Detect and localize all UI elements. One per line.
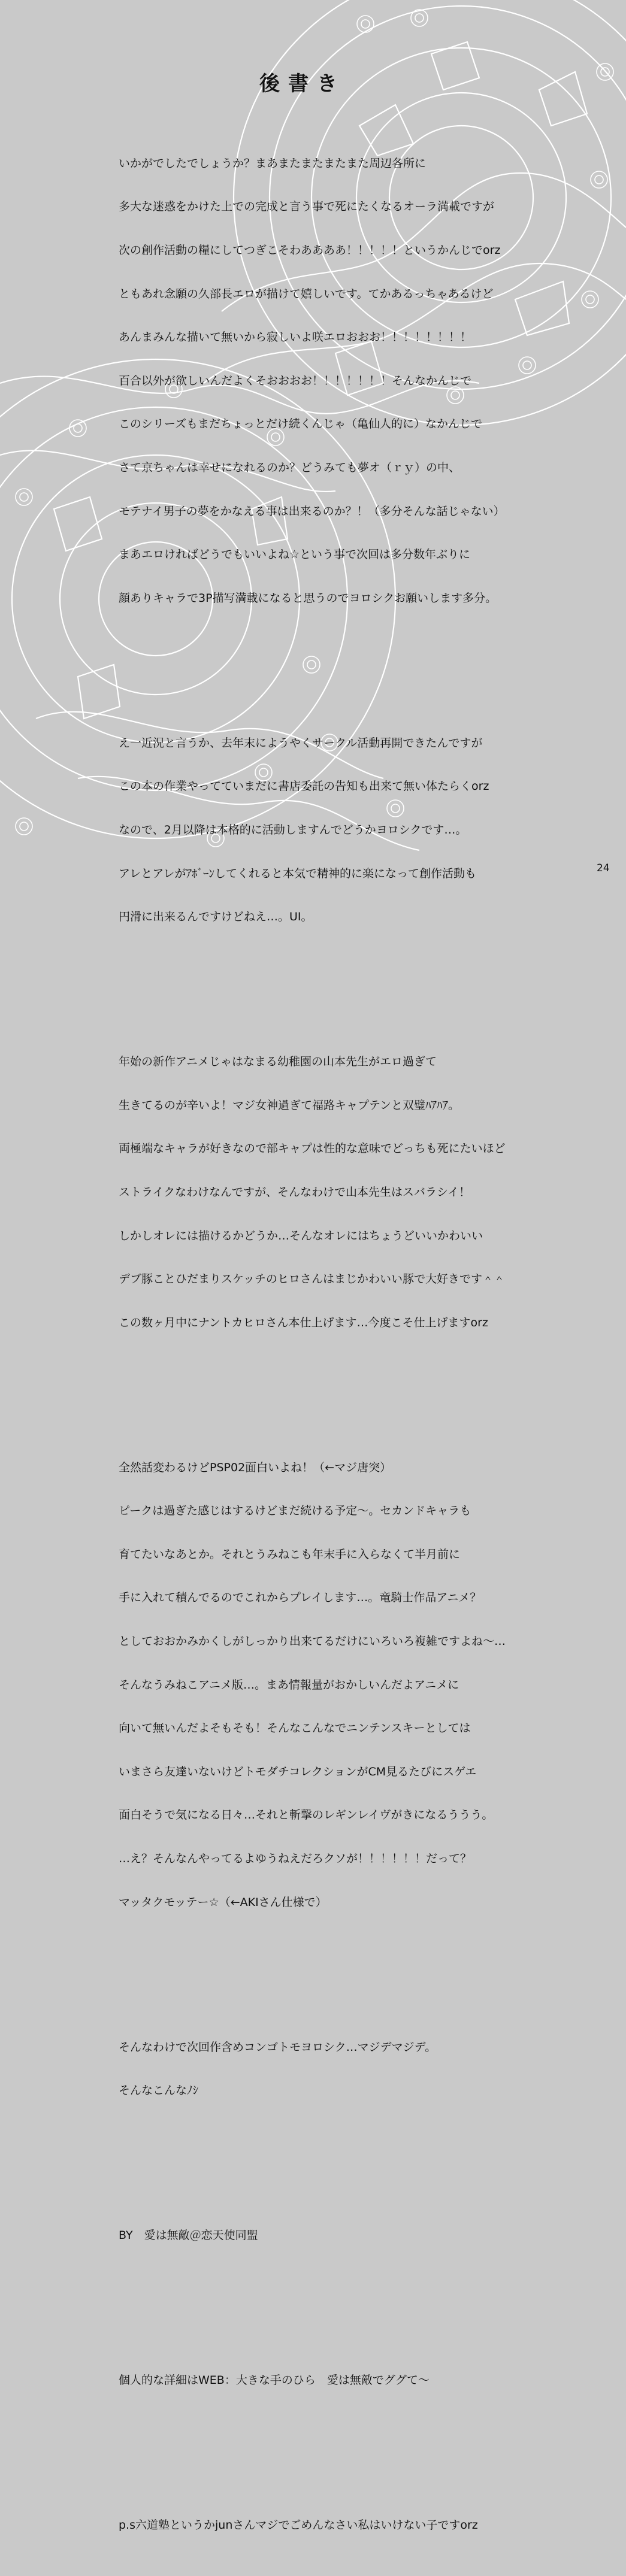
paragraph-5	[119, 2011, 550, 2127]
text-line: このシリーズもまだちょっとだけ続くんじゃ（亀仙人的に）なかんじで	[119, 417, 483, 431]
text-line: この数ヶ月中にナントカヒロさん本仕上げます…今度こそ仕上げますorz	[119, 1316, 488, 1329]
text-line: ピークは過ぎた感じはするけどまだ続ける予定～。セカンドキャラも	[119, 1504, 471, 1518]
text-line: アレとアレがｱﾎﾞｰﾝしてくれると本気で精神的に楽になって創作活動も	[119, 866, 476, 880]
text-line: ともあれ念願の久部長エロが描けて嬉しいです。てかあるっちゃあるけど	[119, 287, 494, 301]
text-line: そんなこんなﾉｼ	[119, 2084, 199, 2098]
text-line: 両極端なキャラが好きなので部キャプは性的な意味でどっちも死にたいほど	[119, 1142, 506, 1156]
text-line: いかがでしたでしょうか？まあまたまたまたまた周辺各所に	[119, 156, 427, 170]
text-line: 百合以外が欲しいんだよくそおおおお！！！！！！！そんなかんじで	[119, 374, 472, 387]
text-line: 年始の新作アニメじゃはなまる幼稚園の山本先生がエロ過ぎて	[119, 1055, 437, 1069]
text-line: 向いて無いんだよそもそも！そんなこんなでニンテンスキーとしては	[119, 1722, 471, 1735]
text-line: 育てたいなあとか。それとうみねこも年末手に入らなくて半月前に	[119, 1547, 461, 1561]
text-line: ストライクなわけなんですが、そんなわけで山本先生はスバラシイ！	[119, 1185, 471, 1199]
text-line: いまさら友達いないけどトモダチコレクションがCM見るたびにスゲエ	[119, 1765, 477, 1778]
text-line: そんなわけで次回作含めコンゴトモヨロシク…マジデマジデ。	[119, 2040, 437, 2054]
text-line: p.s六道塾というかjunさんマジでごめんなさい私はいけない子ですorz	[119, 2519, 478, 2532]
paragraph-3	[119, 1026, 550, 1359]
text-line: しかしオレには描けるかどうか…そんなオレにはちょうどいいかわいい	[119, 1229, 483, 1242]
text-line: 手に入れて積んでるのでこれからプレイします…。竜騎士作品アニメ？	[119, 1591, 482, 1605]
paragraph-4	[119, 1431, 550, 1938]
text-line: さて京ちゃんは幸せになれるのか？どうみても夢オ（ｒｙ）の中、	[119, 460, 461, 474]
text-line: としておおかみかくしがしっかり出来てるだけにいろいろ複雑ですよね～…	[119, 1635, 506, 1648]
paragraph-2	[119, 707, 550, 953]
page-title: 後書き	[259, 72, 346, 96]
text-line: 顔ありキャラで3P描写満載になると思うのでヨロシクお願いします多分。	[119, 591, 497, 605]
text-line: そんなうみねこアニメ版…。まあ情報量がおかしいんだよアニメに	[119, 1678, 459, 1692]
text-line: まあエロければどうでもいいよね☆という事で次回は多分数年ぶりに	[119, 548, 471, 562]
text-line: …え？そんなんやってるよゆうねえだろクソが！！！！！！だって？	[119, 1852, 472, 1866]
text-line: 多大な迷惑をかけた上での完成と言う事で死にたくなるオーラ満載ですが	[119, 200, 495, 214]
web-info	[119, 2344, 550, 2417]
text-line: 次の創作活動の糧にしてつぎこそわああああ！！！！！というかんじでorz	[119, 244, 501, 257]
text-line: え一近況と言うか、去年末にようやくサークル活動再開できたんですが	[119, 736, 483, 750]
postscript	[119, 2489, 550, 2562]
text-line: モテナイ男子の夢をかなえる事は出来るのか？！（多分そんな話じゃない）	[119, 504, 505, 518]
text-line: 面白そうで気になる日々…それと斬撃のレギンレイヴがきになるううう。	[119, 1808, 494, 1822]
text-line: 生きてるのが辛いよ！マジ女神過ぎて福路キャプテンと双璧ﾊｱﾊｱ。	[119, 1098, 460, 1112]
text-line: この本の作業やってていまだに書店委託の告知も出来て無い体たらくorz	[119, 780, 489, 793]
text-line: BY 愛は無敵＠恋天使同盟	[119, 2229, 258, 2242]
text-line: 個人的な詳細はWEB：大きな手のひら 愛は無敵でググて～	[119, 2374, 430, 2387]
text-line: あんまみんな描いて無いから寂しいよ咲エロおおお！！！！！！！！	[119, 331, 472, 344]
text-line: 全然話変わるけどPSP02面白いよね！（←マジ唐突）	[119, 1460, 392, 1474]
text-line: 円滑に出来るんですけどねえ…。UI。	[119, 910, 313, 924]
afterword-body	[119, 98, 550, 2576]
text-line: マッタクモッテー☆（←AKIさん仕様で）	[119, 1895, 327, 1909]
paragraph-1	[119, 127, 550, 634]
text-line: デブ豚ことひだまりスケッチのヒロさんはまじかわいい豚で大好きです＾＾	[119, 1272, 506, 1286]
page-number: 24	[597, 862, 610, 874]
author-signature	[119, 2199, 550, 2272]
text-line: なので、2月以降は本格的に活動しますんでどうかヨロシクです…。	[119, 823, 467, 837]
